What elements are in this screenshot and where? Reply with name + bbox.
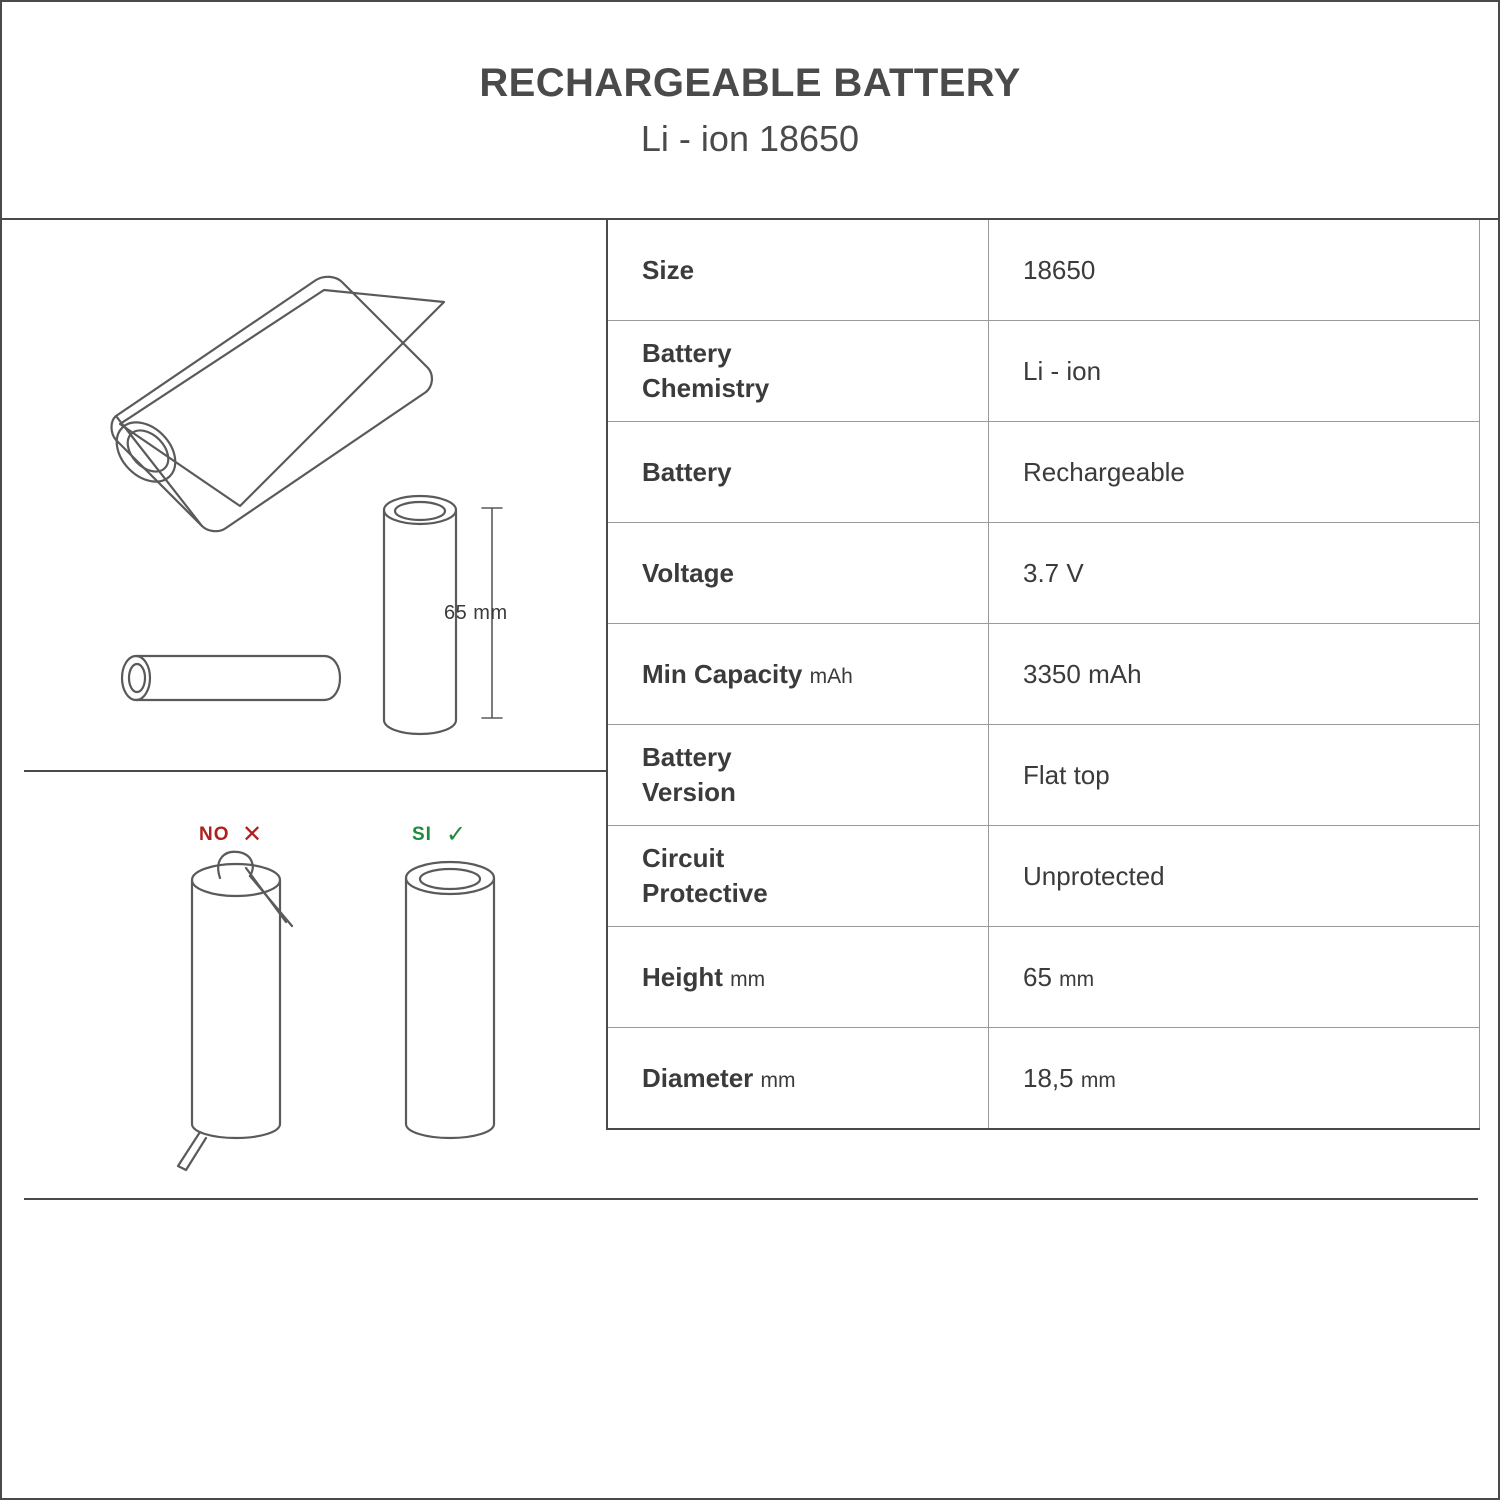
spec-label-text: Height	[642, 961, 723, 992]
table-row	[607, 725, 1480, 826]
spec-value-unit: mm	[1059, 967, 1095, 991]
table-row	[607, 826, 1480, 927]
illustration-column	[24, 220, 606, 1198]
spec-label	[607, 624, 989, 725]
spec-value: Unprotected	[989, 826, 1480, 927]
table-row	[607, 321, 1480, 422]
spec-label	[607, 1028, 989, 1130]
cross-icon: ✕	[242, 821, 263, 848]
spec-label: Battery Version	[607, 725, 989, 826]
si-label: SI	[412, 824, 432, 845]
table-row	[607, 1028, 1480, 1130]
spec-value: Li - ion	[989, 321, 1480, 422]
header	[2, 2, 1498, 220]
no-label: NO	[199, 824, 230, 845]
spec-label: Circuit Protective	[607, 826, 989, 927]
table-row	[607, 927, 1480, 1028]
spec-value: 3350 mAh	[989, 624, 1480, 725]
spec-value	[989, 927, 1480, 1028]
page-title: RECHARGEABLE BATTERY	[479, 60, 1021, 105]
spec-label: Voltage	[607, 523, 989, 624]
spec-value: Rechargeable	[989, 422, 1480, 523]
table-row	[607, 422, 1480, 523]
spec-value: 18650	[989, 220, 1480, 321]
spec-value: Flat top	[989, 725, 1480, 826]
spec-value-text: 18,5	[1023, 1062, 1074, 1093]
battery-views-panel	[24, 220, 606, 772]
bottom-divider	[24, 1198, 1478, 1200]
usage-comparison-panel	[24, 772, 606, 1198]
height-dimension-label: 65 mm	[444, 602, 508, 624]
spec-value	[989, 1028, 1480, 1130]
table-row	[607, 220, 1480, 321]
battery-views-drawing	[24, 220, 606, 772]
spec-value-text: 65	[1023, 961, 1052, 992]
specification-table	[606, 220, 1480, 1130]
spec-label: Battery Chemistry	[607, 321, 989, 422]
table-row	[607, 523, 1480, 624]
table-row	[607, 624, 1480, 725]
spec-value: 3.7 V	[989, 523, 1480, 624]
spec-label-unit: mm	[730, 967, 766, 991]
spec-label	[607, 927, 989, 1028]
check-icon: ✓	[446, 821, 467, 848]
spec-label-unit: mm	[760, 1068, 796, 1092]
usage-comparison-drawing	[24, 772, 606, 1198]
spec-label-text: Diameter	[642, 1062, 754, 1093]
page-subtitle: Li - ion 18650	[640, 117, 860, 159]
spec-value-unit: mm	[1080, 1068, 1116, 1092]
spec-label-text: Min Capacity	[642, 658, 803, 689]
spec-label: Battery	[607, 422, 989, 523]
spec-label-unit: mAh	[809, 664, 853, 688]
spec-label: Size	[607, 220, 989, 321]
